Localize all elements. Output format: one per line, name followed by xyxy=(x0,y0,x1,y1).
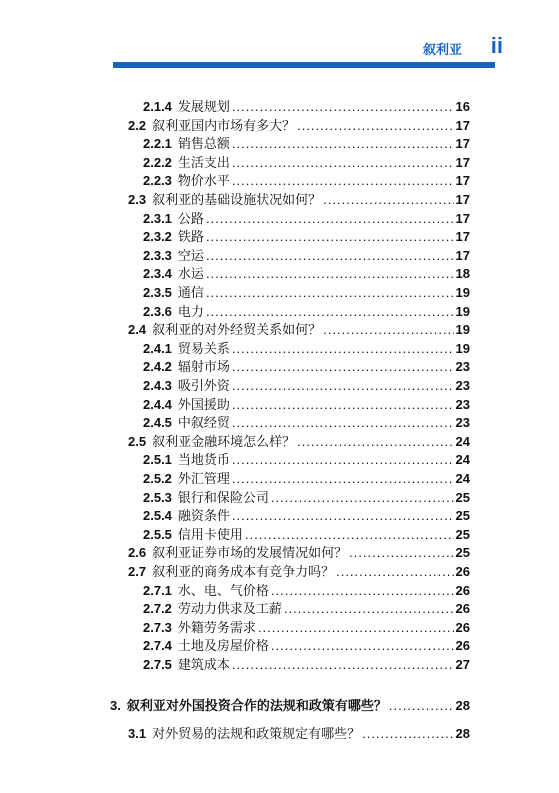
toc-leader-dots xyxy=(232,99,454,115)
toc-entry-title: 销售总额 xyxy=(177,136,230,152)
toc-entry[interactable] xyxy=(143,508,470,524)
toc-entry-number: 2.3.3 xyxy=(143,247,172,263)
toc-entry-title: 外国援助 xyxy=(177,396,230,412)
toc-entry-number: 2.4.1 xyxy=(143,340,172,356)
toc-entry-title: 发展规划 xyxy=(177,99,230,114)
toc-entry-number: 2.7.4 xyxy=(143,638,172,654)
toc-entry-number: 2.7.1 xyxy=(143,582,172,598)
toc-entry-page: 23 xyxy=(455,415,470,431)
toc-entry-number: 2.4.3 xyxy=(143,378,172,393)
toc-entry-title: 辐射市场 xyxy=(177,359,230,375)
toc-leader-dots xyxy=(336,564,453,580)
toc-entry-number: 3. xyxy=(110,697,121,713)
toc-entry-number: 3.1 xyxy=(128,726,147,742)
toc-leader-dots xyxy=(232,359,454,375)
toc-leader-dots xyxy=(362,726,453,742)
toc-entry[interactable] xyxy=(143,173,470,189)
toc-leader-dots xyxy=(232,657,454,673)
toc-entry[interactable] xyxy=(128,118,470,134)
toc-leader-dots xyxy=(232,397,454,413)
toc-entry-number: 2.5.2 xyxy=(143,471,172,486)
toc-entry-title: 吸引外资 xyxy=(177,378,230,393)
toc-entry[interactable] xyxy=(110,698,470,714)
toc-leader-dots xyxy=(271,490,454,506)
toc-entry[interactable] xyxy=(143,248,470,264)
toc-entry-title: 公路 xyxy=(177,210,204,226)
toc-entry-page: 25 xyxy=(455,526,470,542)
toc-entry[interactable] xyxy=(143,452,470,468)
toc-entry-number: 2.3.2 xyxy=(143,229,172,245)
toc-entry-title: 贸易关系 xyxy=(177,340,230,356)
toc-entry-page: 26 xyxy=(455,601,470,617)
toc-entry[interactable] xyxy=(128,726,470,742)
toc-leader-dots xyxy=(232,155,454,171)
toc-leader-dots xyxy=(206,211,454,227)
toc-entry-title: 叙利亚对外国投资合作的法规和政策有哪些？ xyxy=(126,697,387,713)
toc-entry-title: 对外贸易的法规和政策规定有哪些？ xyxy=(152,726,361,742)
toc-leader-dots xyxy=(206,285,454,301)
toc-entry-title: 叙利亚的基础设施状况如何？ xyxy=(152,192,322,207)
header-title: 叙利亚 xyxy=(422,42,462,57)
toc-entry-number: 2.3 xyxy=(128,192,147,207)
toc-entry-title: 物价水平 xyxy=(177,173,230,189)
toc-leader-dots xyxy=(297,434,453,450)
toc-entry-number: 2.7.5 xyxy=(143,657,172,672)
toc-entry[interactable] xyxy=(143,415,470,431)
toc-entry-page: 23 xyxy=(455,378,470,393)
toc-entry-page: 23 xyxy=(455,359,470,375)
toc-leader-dots xyxy=(206,304,454,320)
toc-entry-title: 融资条件 xyxy=(177,508,230,524)
toc-entry-page: 19 xyxy=(455,303,470,319)
toc-entry-title: 叙利亚的对外经贸关系如何？ xyxy=(152,322,322,338)
toc-entry-page: 25 xyxy=(455,508,470,524)
toc-entry[interactable] xyxy=(143,304,470,320)
toc-entry-page: 28 xyxy=(455,697,470,713)
toc-entry-title: 通信 xyxy=(177,285,204,300)
toc-entry-page: 19 xyxy=(455,340,470,356)
toc-entry-page: 24 xyxy=(455,433,470,449)
toc-entry[interactable] xyxy=(128,434,470,450)
toc-entry[interactable] xyxy=(128,564,470,580)
toc-entry[interactable] xyxy=(143,378,470,394)
toc-entry-page: 26 xyxy=(455,564,470,579)
toc-entry[interactable] xyxy=(143,211,470,227)
toc-entry[interactable] xyxy=(143,285,470,301)
toc-entry-number: 2.7.3 xyxy=(143,619,172,635)
toc-entry-number: 2.4.5 xyxy=(143,415,172,431)
toc-entry-number: 2.3.1 xyxy=(143,210,172,226)
toc-entry-title: 外汇管理 xyxy=(177,471,230,486)
toc-entry-number: 2.5.1 xyxy=(143,452,172,468)
toc-entry-page: 24 xyxy=(455,452,470,468)
toc-entry-page: 17 xyxy=(455,117,470,133)
toc-leader-dots xyxy=(206,266,454,282)
toc-entry-number: 2.6 xyxy=(128,545,147,561)
toc-entry-page: 19 xyxy=(455,322,470,338)
toc-leader-dots xyxy=(389,698,454,714)
toc-leader-dots xyxy=(323,322,453,338)
toc-entry[interactable] xyxy=(143,266,470,282)
toc-entry-title: 土地及房屋价格 xyxy=(177,638,269,654)
toc-entry-page: 17 xyxy=(455,173,470,189)
toc-entry[interactable] xyxy=(143,359,470,375)
toc-entry[interactable] xyxy=(143,490,470,506)
toc-entry[interactable] xyxy=(143,155,470,171)
toc-entry-number: 2.3.6 xyxy=(143,303,172,319)
toc-entry-page: 17 xyxy=(455,136,470,152)
toc-entry-page: 17 xyxy=(455,210,470,226)
page-number: ii xyxy=(490,33,503,58)
toc-entry-title: 生活支出 xyxy=(177,154,230,170)
toc-entry-number: 2.7.2 xyxy=(143,601,172,617)
toc-entry-number: 2.5.5 xyxy=(143,526,172,542)
toc-leader-dots xyxy=(232,341,454,357)
toc-entry-title: 当地货币 xyxy=(177,452,230,468)
toc-leader-dots xyxy=(232,415,454,431)
toc-entry-title: 叙利亚国内市场有多大？ xyxy=(152,117,296,133)
toc-entry-number: 2.1.4 xyxy=(143,99,172,114)
toc-leader-dots xyxy=(232,378,454,394)
toc-entry-number: 2.4.4 xyxy=(143,396,172,412)
toc-entry-title: 铁路 xyxy=(177,229,204,245)
toc-entry[interactable] xyxy=(128,322,470,338)
toc-leader-dots xyxy=(232,173,454,189)
toc-entry-number: 2.2.1 xyxy=(143,136,172,152)
header-rule xyxy=(113,62,495,68)
toc-leader-dots xyxy=(232,452,454,468)
toc-leader-dots xyxy=(323,192,453,208)
toc-entry-page: 16 xyxy=(455,99,470,114)
toc-entry[interactable] xyxy=(128,192,470,208)
toc-entry[interactable] xyxy=(143,620,470,636)
toc-entry-number: 2.3.5 xyxy=(143,285,172,300)
toc-entry-number: 2.2 xyxy=(128,117,147,133)
toc-entry[interactable] xyxy=(143,638,470,654)
toc-entry[interactable] xyxy=(143,229,470,245)
toc-entry-page: 24 xyxy=(455,471,470,486)
toc-entry[interactable] xyxy=(143,341,470,357)
toc-leader-dots xyxy=(245,527,454,543)
toc-leader-dots xyxy=(206,229,454,245)
toc-entry-title: 叙利亚证券市场的发展情况如何？ xyxy=(152,545,348,561)
toc-leader-dots xyxy=(271,583,454,599)
toc-leader-dots xyxy=(232,508,454,524)
toc-entry-number: 2.2.3 xyxy=(143,173,172,189)
toc-entry-page: 19 xyxy=(455,285,470,300)
toc-entry-number: 2.5.4 xyxy=(143,508,172,524)
toc-entry[interactable] xyxy=(143,583,470,599)
toc-entry-title: 空运 xyxy=(177,247,204,263)
toc-entry[interactable] xyxy=(143,657,470,673)
toc-entry-page: 25 xyxy=(455,489,470,505)
toc-entry-title: 水、电、气价格 xyxy=(177,582,269,598)
toc-entry-title: 中叙经贸 xyxy=(177,415,230,431)
toc-entry-title: 电力 xyxy=(177,303,204,319)
toc-entry[interactable] xyxy=(143,471,470,487)
toc-entry-title: 叙利亚的商务成本有竞争力吗？ xyxy=(152,564,335,579)
toc-entry[interactable] xyxy=(143,136,470,152)
toc-entry-page: 17 xyxy=(455,154,470,170)
toc-entry-number: 2.5.3 xyxy=(143,489,172,505)
toc-leader-dots xyxy=(232,471,454,487)
toc-entry-number: 2.5 xyxy=(128,433,147,449)
toc-leader-dots xyxy=(258,620,454,636)
toc-entry-number: 2.4.2 xyxy=(143,359,172,375)
toc-entry-page: 18 xyxy=(455,266,470,282)
toc-leader-dots xyxy=(284,601,454,617)
toc-entry-number: 2.2.2 xyxy=(143,154,172,170)
toc-entry-page: 26 xyxy=(455,582,470,598)
toc-entry-title: 劳动力供求及工薪 xyxy=(177,601,282,617)
toc-entry-page: 28 xyxy=(455,726,470,742)
toc-leader-dots xyxy=(232,136,454,152)
toc-entry[interactable] xyxy=(143,397,470,413)
toc-entry[interactable] xyxy=(143,527,470,543)
toc-entry-number: 2.7 xyxy=(128,564,147,579)
toc-entry-title: 外籍劳务需求 xyxy=(177,619,256,635)
toc-entry-page: 26 xyxy=(455,619,470,635)
toc-entry-title: 信用卡使用 xyxy=(177,526,243,542)
toc-leader-dots xyxy=(271,638,454,654)
toc-entry[interactable] xyxy=(143,601,470,617)
toc-entry-page: 23 xyxy=(455,396,470,412)
toc-entry-number: 2.4 xyxy=(128,322,147,338)
toc-entry-number: 2.3.4 xyxy=(143,266,172,282)
toc-leader-dots xyxy=(297,118,453,134)
toc-entry-page: 17 xyxy=(455,247,470,263)
toc-entry-title: 银行和保险公司 xyxy=(177,489,269,505)
toc-entry-page: 17 xyxy=(455,229,470,245)
toc-entry-page: 26 xyxy=(455,638,470,654)
toc-entry-title: 叙利亚金融环境怎么样？ xyxy=(152,433,296,449)
toc-leader-dots xyxy=(349,545,453,561)
toc-entry-page: 27 xyxy=(455,657,470,672)
toc-entry-page: 17 xyxy=(455,192,470,207)
toc-entry[interactable] xyxy=(143,99,470,115)
toc-entry[interactable] xyxy=(128,545,470,561)
toc-entry-page: 25 xyxy=(455,545,470,561)
toc-entry-title: 建筑成本 xyxy=(177,657,230,672)
toc-entry-title: 水运 xyxy=(177,266,204,282)
toc-leader-dots xyxy=(206,248,454,264)
